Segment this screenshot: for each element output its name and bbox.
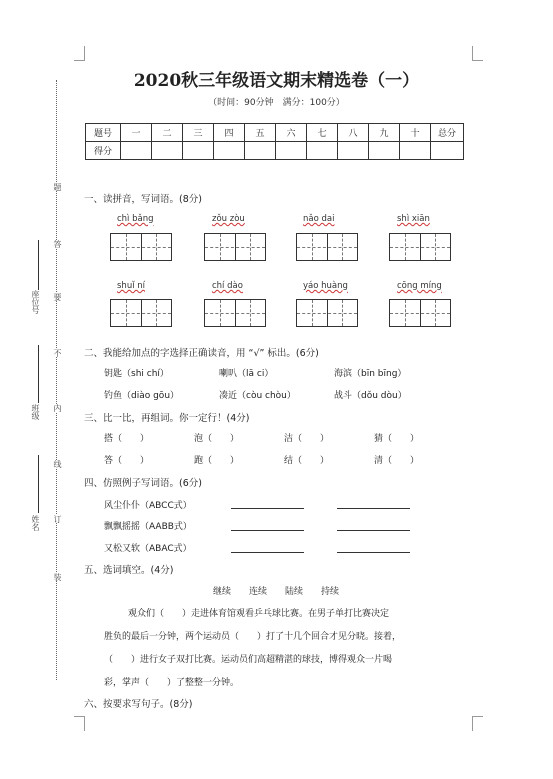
pinyin-text: cōng míng [397, 281, 442, 291]
crop-mark-bottom-left [74, 716, 85, 731]
score-table [85, 123, 464, 160]
binding-mark: 装 [53, 573, 62, 581]
answer-line[interactable] [337, 508, 410, 509]
pinyin-text: shuǐ ní [117, 281, 146, 291]
score-col-header: 四 [214, 124, 245, 142]
pinyin-text: yáo huàng [303, 281, 348, 291]
page-title: 2020秋三年级语文期末精选卷（一） [133, 71, 420, 91]
reading-choice[interactable]: 海滨（bīn bīng） [334, 369, 407, 379]
word-compare-item[interactable]: 洁（ ） [284, 434, 330, 444]
score-col-header: 五 [245, 124, 276, 142]
example-word: 又松又软（ABAC式） [104, 544, 192, 554]
score-col-header: 二 [152, 124, 183, 142]
pinyin-label [397, 281, 442, 291]
pinyin-text: nǎo dai [303, 214, 335, 224]
writing-grid[interactable] [204, 299, 266, 327]
answer-line[interactable] [337, 552, 410, 553]
section1-heading: 一、读拼音，写词语。(8分) [84, 194, 202, 205]
reading-choice[interactable]: 钓鱼（diào gōu） [104, 391, 180, 401]
score-table-score-row [86, 142, 464, 160]
score-row-label: 得分 [86, 142, 121, 160]
seat-blank [38, 240, 39, 290]
word-compare-item[interactable]: 结（ ） [284, 456, 330, 466]
score-col-header: 一 [121, 124, 152, 142]
pinyin-text: shì xiān [397, 214, 430, 224]
passage-line: 胜负的最后一分钟，两个运动员（ ）打了十几个回合才见分晓。接着， [104, 632, 402, 642]
score-col-header: 八 [338, 124, 369, 142]
binding-dotted-line [56, 80, 57, 680]
passage-line: 观众们（ ）走进体育馆观看乒乓球比赛。在男子单打比赛决定 [128, 609, 390, 619]
word-compare-item[interactable]: 猜（ ） [374, 434, 420, 444]
score-col-header: 总分 [431, 124, 464, 142]
score-cell[interactable] [276, 142, 307, 160]
word-compare-item[interactable]: 答（ ） [104, 456, 150, 466]
pinyin-label [303, 281, 348, 291]
score-cell[interactable] [369, 142, 400, 160]
word-compare-item[interactable]: 清（ ） [374, 456, 420, 466]
binding-mark: 内 [53, 404, 62, 412]
score-cell[interactable] [183, 142, 214, 160]
word-compare-item[interactable]: 跑（ ） [194, 456, 240, 466]
crop-mark-bottom-right [472, 716, 483, 731]
score-col-header: 十 [400, 124, 431, 142]
writing-grid[interactable] [296, 233, 358, 261]
example-word: 飘飘摇摇（AABB式） [104, 522, 192, 532]
crop-mark-top-right [472, 46, 483, 61]
section5-heading: 五、选词填空。(4分) [84, 565, 174, 576]
answer-line[interactable] [337, 530, 410, 531]
class-label: 班级 [31, 404, 40, 420]
pinyin-label [212, 281, 243, 291]
reading-choice[interactable]: 喇叭（lā ci） [219, 369, 274, 379]
section4-heading: 四、仿照例子写词语。(6分) [84, 478, 202, 489]
score-col-header: 六 [276, 124, 307, 142]
section2-heading: 二、我能给加点的字选择正确读音，用 “√” 标出。(6分) [84, 348, 319, 359]
score-header-label: 题号 [86, 124, 121, 142]
word-compare-item[interactable]: 泡（ ） [194, 434, 240, 444]
pinyin-label [117, 214, 154, 224]
binding-mark: 不 [53, 349, 62, 357]
pinyin-label [212, 214, 245, 224]
score-cell[interactable] [214, 142, 245, 160]
writing-grid[interactable] [204, 233, 266, 261]
passage-line: 彩，掌声（ ）了整整一分钟。 [104, 678, 240, 688]
word-compare-item[interactable]: 搭（ ） [104, 434, 150, 444]
score-col-header: 七 [307, 124, 338, 142]
score-cell[interactable] [121, 142, 152, 160]
seat-label: 座位号 [31, 290, 40, 314]
writing-grid[interactable] [296, 299, 358, 327]
reading-choice[interactable]: 钥匙（shi chí） [104, 369, 169, 379]
binding-mark: 订 [53, 515, 62, 523]
writing-grid[interactable] [389, 299, 451, 327]
reading-choice[interactable]: 凑近（còu chòu） [219, 391, 296, 401]
page-subtitle: （时间：90分钟 满分：100分） [208, 98, 345, 108]
answer-line[interactable] [231, 508, 304, 509]
score-cell[interactable] [400, 142, 431, 160]
score-col-header: 九 [369, 124, 400, 142]
binding-mark: 题 [53, 183, 62, 191]
answer-line[interactable] [231, 530, 304, 531]
pinyin-text: chì bǎng [117, 214, 154, 224]
passage-line: （ ）进行女子双打比赛。运动员们高超精湛的球技，博得观众一片喝 [104, 655, 393, 665]
pinyin-text: zǒu zòu [212, 214, 245, 224]
section3-heading: 三、比一比，再组词。你一定行！(4分) [84, 413, 250, 424]
binding-mark: 答 [53, 240, 62, 248]
pinyin-label [397, 214, 430, 224]
class-blank [38, 345, 39, 403]
pinyin-label [303, 214, 334, 224]
writing-grid[interactable] [110, 299, 172, 327]
pinyin-label [117, 281, 145, 291]
score-table-header-row [86, 124, 464, 142]
score-cell[interactable] [338, 142, 369, 160]
score-cell[interactable] [431, 142, 464, 160]
binding-mark: 线 [53, 460, 62, 468]
binding-mark: 要 [53, 293, 62, 301]
score-cell[interactable] [152, 142, 183, 160]
crop-mark-top-left [74, 46, 85, 61]
writing-grid[interactable] [110, 233, 172, 261]
example-word: 风尘仆仆（ABCC式） [104, 501, 192, 511]
name-label: 姓名 [31, 515, 40, 531]
name-blank [38, 455, 39, 513]
reading-choice[interactable]: 战斗（dǒu dòu） [334, 391, 407, 401]
writing-grid[interactable] [389, 233, 451, 261]
pinyin-text: chí dào [212, 281, 243, 291]
score-cell[interactable] [245, 142, 276, 160]
score-col-header: 三 [183, 124, 214, 142]
word-choices: 继续 连续 陆续 持续 [213, 587, 340, 597]
answer-line[interactable] [231, 552, 304, 553]
section6-heading: 六、按要求写句子。(8分) [84, 699, 193, 710]
score-cell[interactable] [307, 142, 338, 160]
